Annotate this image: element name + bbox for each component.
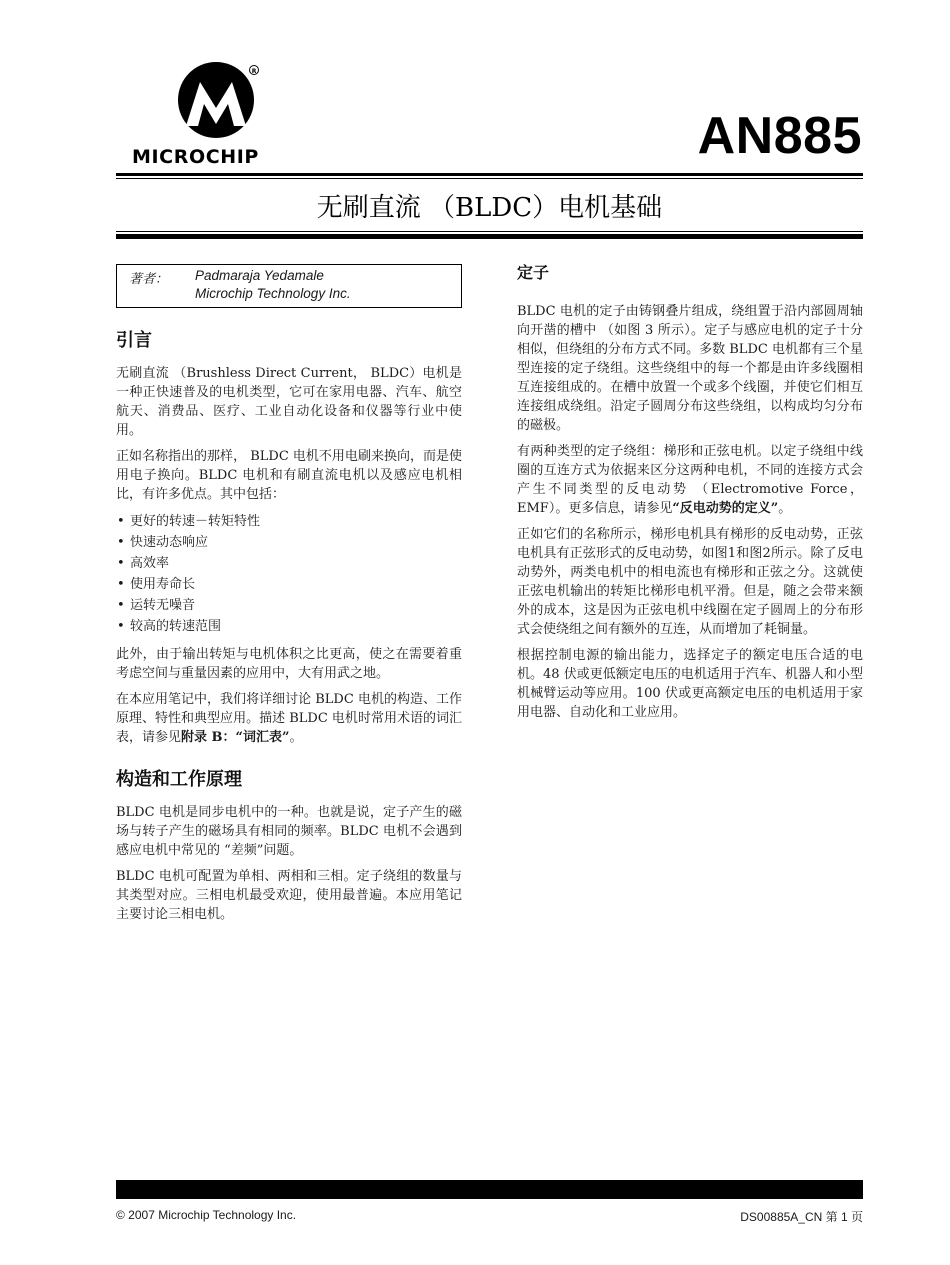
construction-paragraph-2: BLDC 电机可配置为单相、两相和三相。定子绕组的数量与其类型对应。三相电机最受欢迎，使用最普遍。本应用笔记主要讨论三相电机。 [116, 869, 462, 922]
list-item: • 运转无噪音 [116, 595, 462, 616]
intro-paragraph-2: 正如名称指出的那样， BLDC 电机不用电刷来换向，而是使用电子换向。BLDC 电机和有刷直流电机以及感应电机相比，有许多优点。其中包括： [116, 449, 462, 502]
svg-text:R: R [251, 68, 257, 75]
author-name: Padmaraja Yedamale [195, 268, 324, 283]
microchip-logo [128, 60, 308, 170]
list-item: • 更好的转速－转矩特性 [116, 511, 462, 532]
footer-bar [116, 1180, 863, 1199]
intro-paragraph-1: 无刷直流 （Brushless Direct Current， BLDC）电机是一种正快速普及的电机类型，它可在家用电器、汽车、航空航天、消费品、医疗、工业自动化设备和仪器等行业中使用。 [116, 366, 462, 438]
intro-p4-text: 在本应用笔记中，我们将详细讨论 BLDC 电机的构造、工作原理、特性和典型应用。描述 BLDC 电机时常用术语的词汇表，请参见 [116, 692, 462, 745]
right-column [517, 262, 863, 729]
stator-paragraph-1: BLDC 电机的定子由铸钢叠片组成，绕组置于沿内部圆周轴向开凿的槽中 （如图 3 所示）。定子与感应电机的定子十分相似，但绕组的分布方式不同。多数 BLDC 电机都有三个星型连接的定子绕组。这些绕组中的每一个都是由许多线圈相互连接组成的。在槽中放置一个或多个线圈，并使它们相互连接组成绕组。沿定子圆周分布这些绕组，以构成均匀分布的磁极。 [517, 304, 863, 433]
header-rule-top [116, 173, 863, 176]
page-title: 无刷直流 （BLDC）电机基础 [316, 193, 663, 223]
appendix-b-link[interactable]: 附录 B：“词汇表” [181, 730, 290, 745]
list-item: • 快速动态响应 [116, 532, 462, 553]
list-item: • 较高的转速范围 [116, 616, 462, 637]
left-column [116, 258, 462, 931]
footer-page-info: DS00885A_CN 第 1 页 [740, 1210, 863, 1224]
author-label: 著者： [129, 272, 169, 287]
author-info [195, 267, 351, 303]
list-item: • 使用寿命长 [116, 574, 462, 595]
construction-paragraph-1: BLDC 电机是同步电机中的一种。也就是说，定子产生的磁场与转子产生的磁场具有相同的频率。BLDC 电机不会遇到感应电机中常见的 “差频”问题。 [116, 805, 462, 858]
footer-copyright: © 2007 Microchip Technology Inc. [116, 1208, 297, 1222]
stator-p2-end: 。 [778, 501, 792, 516]
advantages-list [116, 511, 462, 637]
intro-paragraph-3: 此外，由于输出转矩与电机体积之比更高，使之在需要着重考虑空间与重量因素的应用中，大有用武之地。 [116, 647, 462, 681]
intro-heading: 引言 [116, 330, 152, 351]
construction-heading: 构造和工作原理 [116, 769, 242, 790]
intro-p4-end: 。 [289, 730, 303, 745]
brand-wordmark: MICROCHIP [132, 146, 259, 168]
stator-paragraph-4: 根据控制电源的输出能力，选择定子的额定电压合适的电机。48 伏或更低额定电压的电机适用于汽车、机器人和小型机械臂运动等应用。100 伏或更高额定电压的电机适用于家用电器、自动化和工业应用。 [517, 648, 863, 720]
header-rule-thin [116, 178, 863, 179]
back-emf-definition-link[interactable]: “反电动势的定义” [672, 501, 779, 516]
stator-heading: 定子 [517, 263, 550, 282]
stator-paragraph-3: 正如它们的名称所示，梯形电机具有梯形的反电动势，正弦电机具有正弦形式的反电动势，如图1和图2所示。除了反电动势外，两类电机中的相电流也有梯形和正弦之分。这就使正弦电机输出的转矩比梯形电机平滑。但是，随之会带来额外的成本，这是因为正弦电机中线圈在定子圆周上的分布形式会使绕组之间有额外的互连，从而增加了耗铜量。 [517, 527, 863, 637]
list-item: • 高效率 [116, 553, 462, 574]
author-company: Microchip Technology Inc. [195, 286, 351, 301]
stator-p2-text: 有两种类型的定子绕组：梯形和正弦电机。以定子绕组中线圈的互连方式为依据来区分这两种电机，不同的连接方式会产生不同类型的反电动势 （Electromotive Force，EMF）。更多信息，请参见 [517, 444, 863, 516]
title-rule-thick [116, 234, 863, 239]
title-rule-thin [116, 231, 863, 232]
intro-paragraph-4 [116, 690, 462, 747]
document-number: AN885 [697, 107, 862, 165]
author-box [116, 264, 462, 308]
stator-paragraph-2 [517, 442, 863, 518]
